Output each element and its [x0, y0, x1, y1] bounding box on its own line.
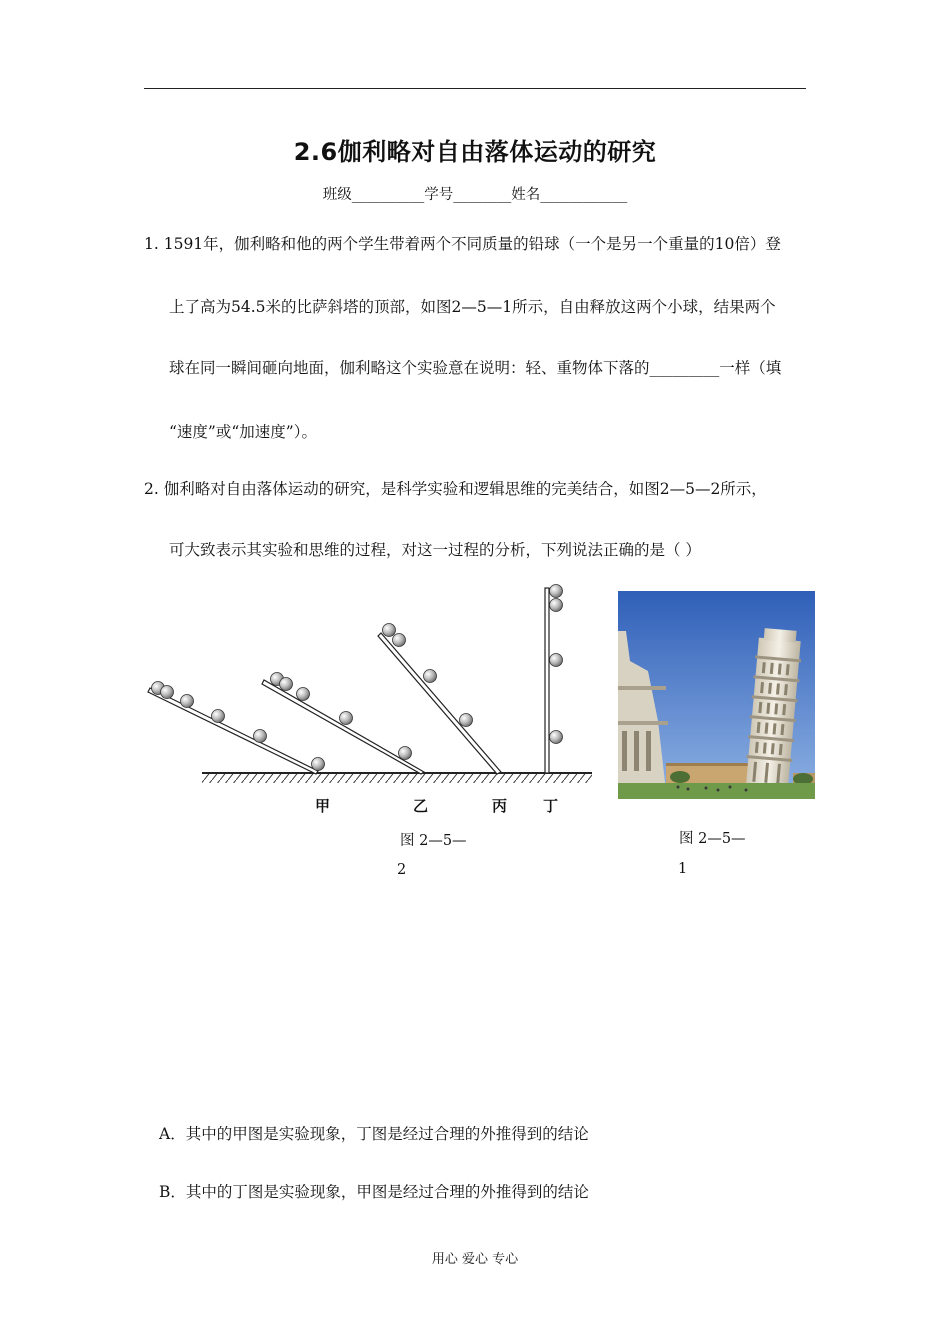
plane-ding [545, 585, 563, 774]
q1-line-1: 1. 1591年，伽利略和他的两个学生带着两个不同质量的铅球（一个是另一个重量的10倍）登 [144, 235, 781, 253]
header-rule [144, 88, 806, 89]
q1-line-2: 上了高为54.5米的比萨斜塔的顶部，如图2—5—1所示，自由释放这两个小球，结果两个 [169, 298, 776, 316]
caption-251-line1: 图 2—5— [679, 831, 746, 847]
q2-line-1: 2. 伽利略对自由落体运动的研究，是科学实验和逻辑思维的完美结合，如图2—5—2所示， [144, 480, 767, 498]
leaning-tower-photo [618, 591, 815, 799]
page-title: 2.6伽利略对自由落体运动的研究 [293, 138, 657, 166]
label-ding: 丁 [543, 797, 559, 815]
q1-line-4: “速度”或“加速度”）。 [169, 423, 317, 441]
label-yi: 乙 [413, 797, 429, 815]
caption-252-line2: 2 [397, 862, 407, 878]
option-a: A．其中的甲图是实验现象，丁图是经过合理的外推得到的结论 [159, 1125, 589, 1143]
student-info-line: 班级__________学号________姓名____________ [322, 187, 628, 203]
label-bing: 丙 [492, 797, 508, 815]
caption-251-line2: 1 [678, 861, 688, 877]
q2-line-2: 可大致表示其实验和思维的过程，对这一过程的分析，下列说法正确的是（ ） [169, 541, 701, 559]
caption-252-line1: 图 2—5— [400, 833, 467, 849]
q1-line-3: 球在同一瞬间砸向地面，伽利略这个实验意在说明：轻、重物体下落的_________一样（填 [169, 359, 782, 377]
inclined-plane-figure [140, 580, 600, 785]
option-b: B．其中的丁图是实验现象，甲图是经过合理的外推得到的结论 [159, 1183, 589, 1201]
plane-bing [378, 624, 501, 775]
page-footer: 用心 爱心 专心 [431, 1252, 519, 1267]
label-jia: 甲 [315, 797, 331, 815]
